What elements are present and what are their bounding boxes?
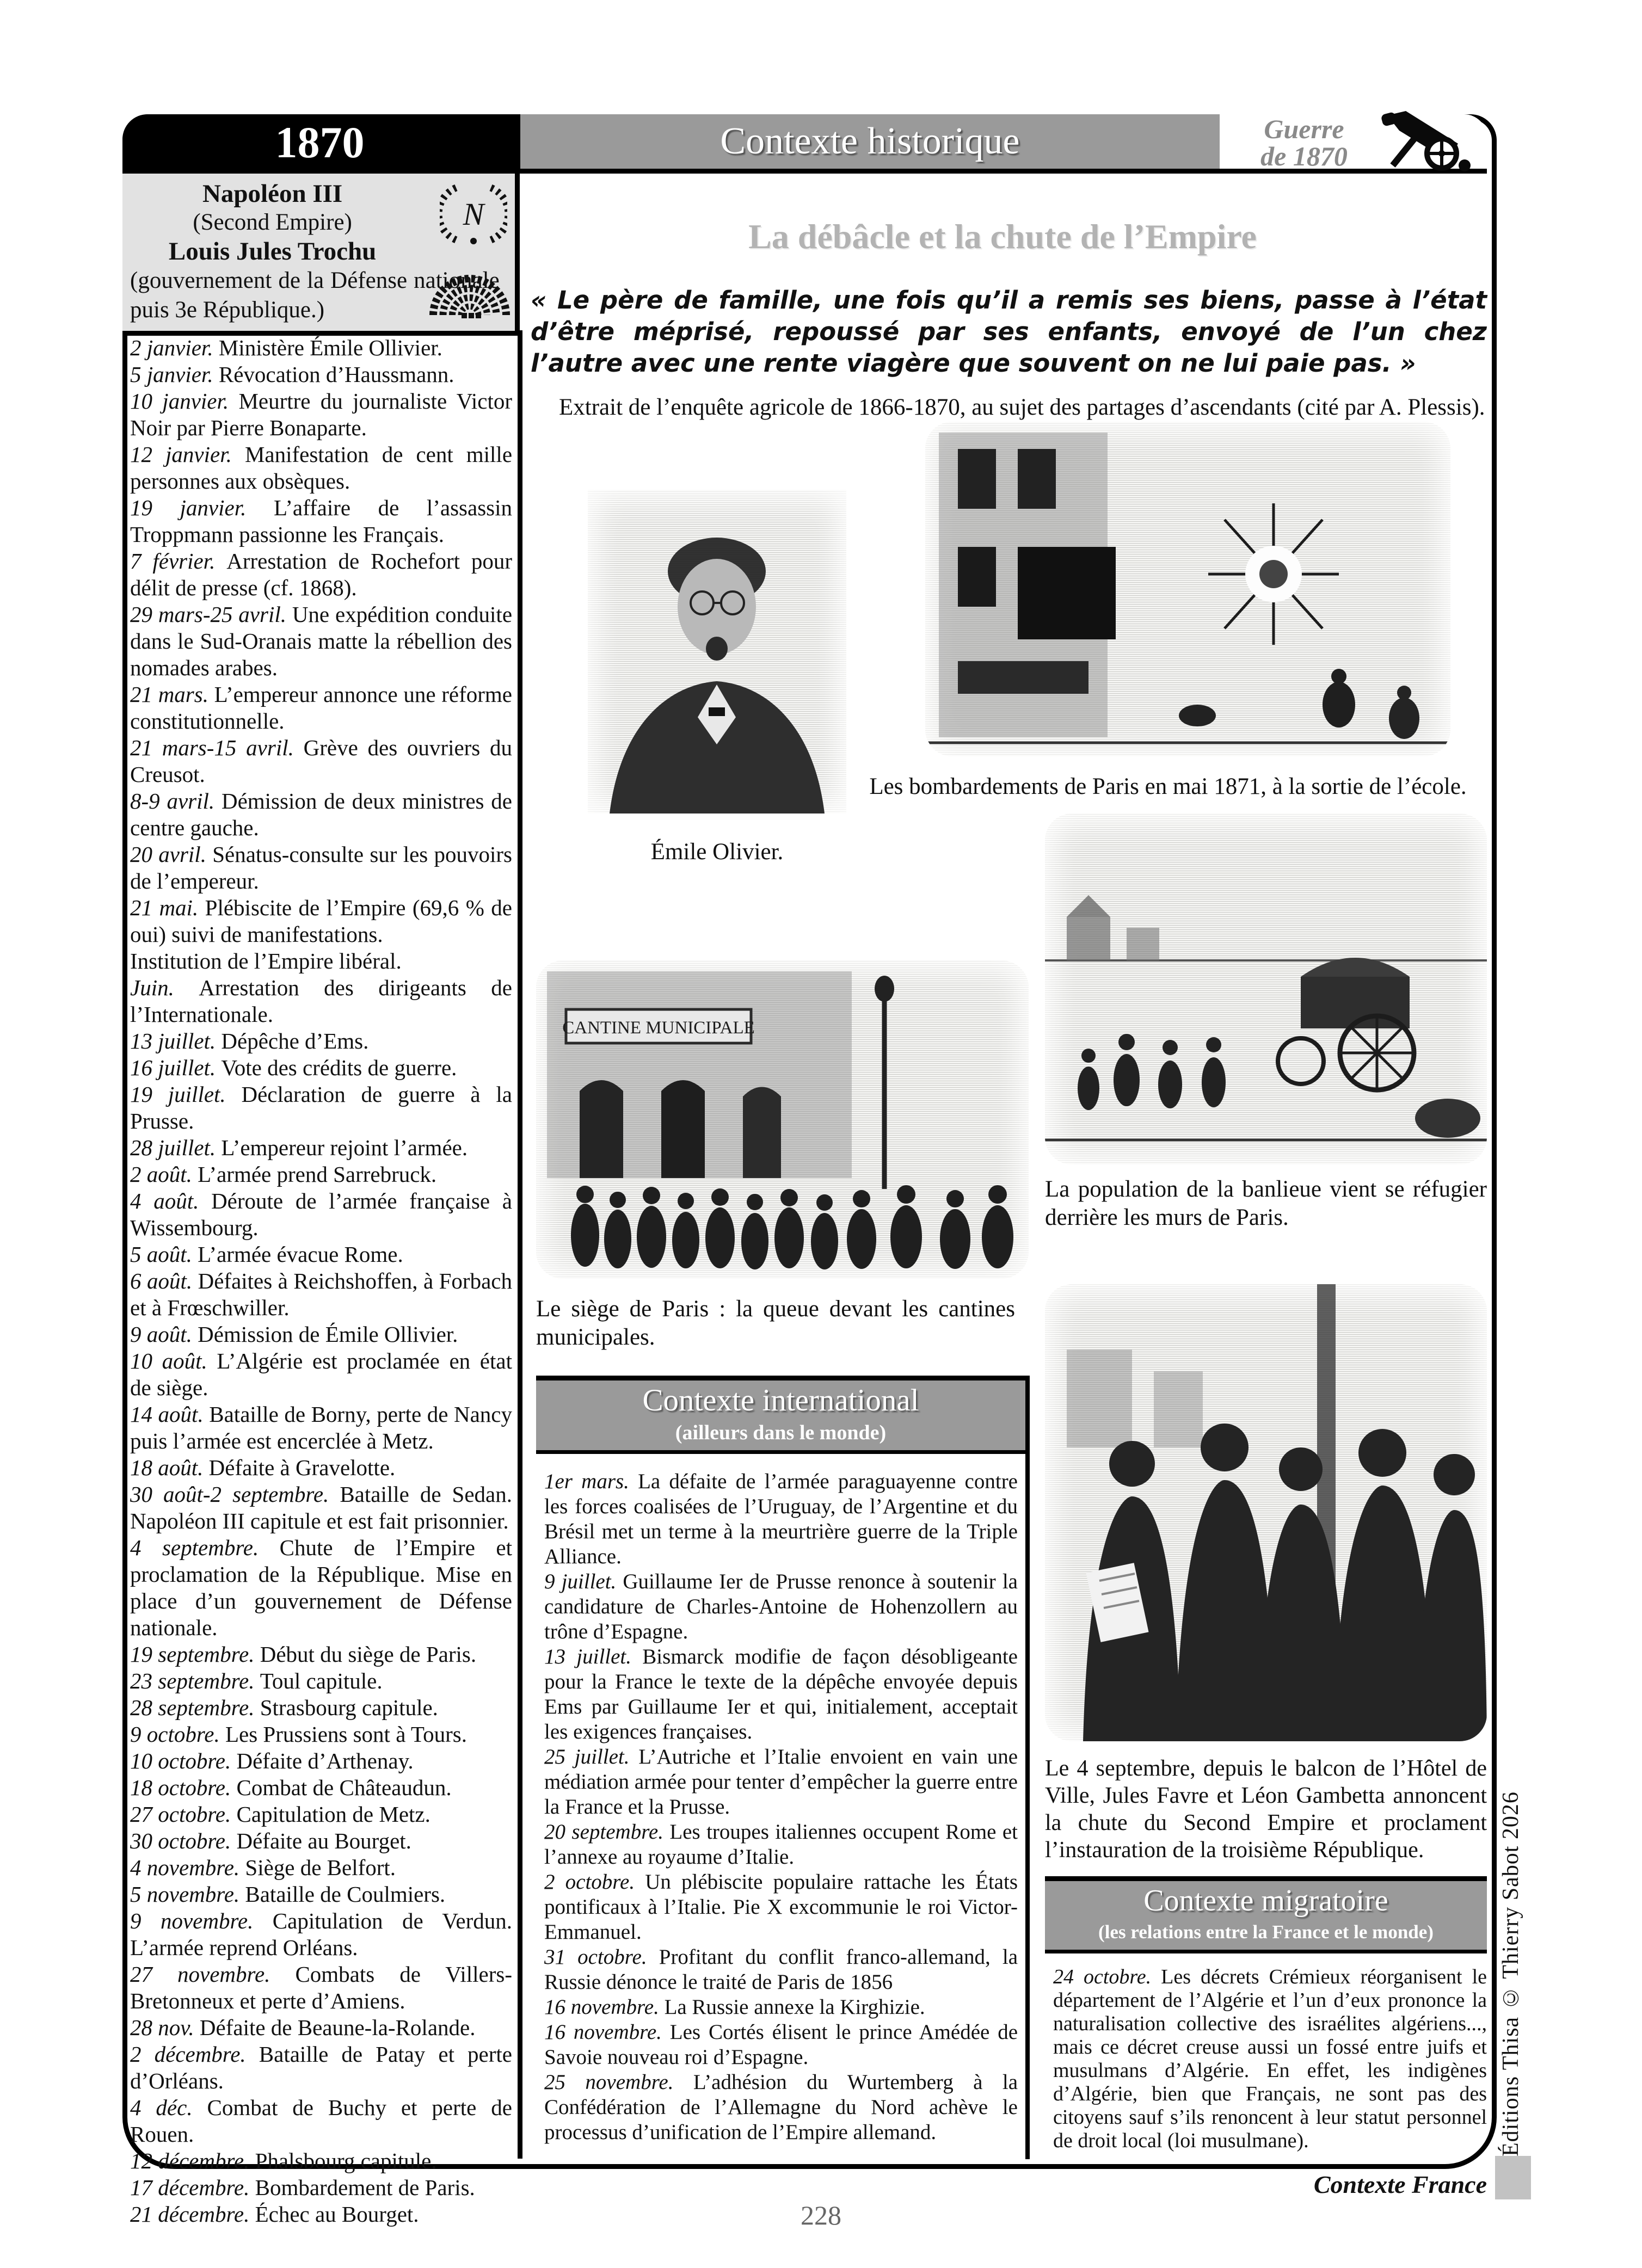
international-entry (544, 1644, 1018, 1745)
entry-text: Bombardement de Paris. (255, 2175, 475, 2200)
chronology-entry (130, 1748, 512, 1774)
entry-text: La défaite de l’armée paraguayenne contre les forces coalisées de l’Uruguay, de l’Argentine et du Brésil met un terme à la meurtrière guerre de la Triple Alliance. (544, 1470, 1018, 1568)
caption-emile: Émile Olivier. (650, 839, 784, 865)
entry-date: 30 août-2 septembre. (130, 1482, 329, 1507)
editions-credit: Éditions Thisa © Thierry Sabot 2026 (1498, 1791, 1523, 2156)
cannon-icon (1377, 111, 1478, 172)
year-label: 1870 (275, 118, 365, 167)
entry-text: Bataille de Coulmiers. (245, 1882, 446, 1907)
entry-date: 12 décembre. (130, 2148, 250, 2173)
entry-date: 9 novembre. (130, 1908, 254, 1933)
entry-text: Grève des ouvriers du Creusot. (130, 735, 513, 787)
portrait-illustration (588, 490, 846, 813)
entry-text: Manifestation de cent mille personnes aux obsèques. (130, 442, 513, 494)
entry-date: 28 nov. (130, 2015, 194, 2040)
entry-date: 4 août. (130, 1188, 199, 1213)
entry-text: Meurtre du journaliste Victor Noir par Pierre Bonaparte. (130, 389, 512, 440)
year-tab (122, 114, 517, 174)
chronology-entry (130, 1241, 512, 1268)
chronology-entry (130, 388, 512, 441)
entry-date: 7 février. (130, 548, 216, 574)
quote-text: « Le père de famille, une fois qu’il a remis ses biens, passe à l’état d’être méprisé, repoussé par ses enfants, envoyé de l’un chez l’autre avec une rente viagère que souvent on ne lui paie pas. » (531, 286, 1487, 378)
entry-date: 12 janvier. (130, 442, 232, 467)
chronology-entry (130, 1321, 512, 1348)
entry-date: Juin. (130, 975, 174, 1000)
chronology-entry (130, 2041, 512, 2094)
entry-text: Chute de l’Empire et proclamation de la République. Mise en place d’un gouvernement de Défense nationale. (130, 1535, 513, 1640)
entry-date: 6 août. (130, 1268, 193, 1293)
chronology-entry (130, 1455, 512, 1481)
entry-text: Démission de Émile Ollivier. (198, 1322, 458, 1347)
entry-text: L’empereur annonce une réforme constitutionnelle. (130, 682, 513, 734)
chronology-entry (130, 1055, 512, 1081)
migratoire-list (1053, 1965, 1487, 2153)
entry-date: 14 août. (130, 1402, 204, 1427)
entry-text: Dépêche d’Ems. (221, 1028, 369, 1053)
chronology-entry (130, 1348, 512, 1401)
international-header (536, 1376, 1025, 1454)
chronology-entry (130, 1694, 512, 1721)
entry-date: 10 janvier. (130, 389, 229, 414)
image-banlieue (1045, 813, 1487, 1164)
entry-text: Début du siège de Paris. (260, 1642, 477, 1667)
entry-text: L’armée évacue Rome. (198, 1242, 403, 1267)
portrait-emile-olivier (588, 490, 846, 813)
chronology-entry (130, 1028, 512, 1055)
chronology-entry (130, 495, 512, 548)
entry-date: 19 septembre. (130, 1642, 255, 1667)
entry-text: Une expédition conduite dans le Sud-Oranais matte la rébellion des nomades arabes. (130, 602, 513, 680)
international-entry (544, 1870, 1018, 1945)
entry-text: Arrestation des dirigeants de l’Internationale. (130, 975, 512, 1027)
chronology-entry (130, 948, 512, 975)
chronology-entry (130, 1401, 512, 1455)
entry-date: 25 novembre. (544, 2070, 674, 2094)
entry-date: 31 octobre. (544, 1945, 647, 1969)
entry-text: Sénatus-consulte sur les pouvoirs de l’empereur. (130, 842, 512, 893)
entry-text: Vote des crédits de guerre. (221, 1055, 457, 1080)
international-entry (544, 1945, 1018, 1995)
entry-date: 2 octobre. (544, 1870, 635, 1894)
entry-text: L’armée prend Sarrebruck. (198, 1162, 437, 1187)
entry-text: Siège de Belfort. (245, 1855, 396, 1880)
ruler-sub-1: (Second Empire) (193, 209, 352, 235)
entry-text: La Russie annexe la Kirghizie. (664, 1995, 925, 2019)
international-entry (544, 1995, 1018, 2020)
entry-text: Arrestation de Rochefort pour délit de presse (cf. 1868). (130, 548, 513, 600)
war-badge-label: Guerre de 1870 (1260, 114, 1348, 171)
chronology-entry (130, 1828, 512, 1854)
chronology-entry (130, 975, 512, 1028)
entry-date: 16 novembre. (544, 2020, 662, 2044)
hemicycle-icon (429, 256, 511, 319)
entry-date: 25 juillet. (544, 1745, 630, 1768)
chronology-entry (130, 1534, 512, 1641)
chronology-entry (130, 735, 512, 788)
war-badge (1220, 114, 1487, 174)
entry-date: 9 août. (130, 1322, 192, 1347)
caption-bombardements: Les bombardements de Paris en mai 1871, à la sortie de l’école. (869, 774, 1467, 799)
international-entry (544, 1469, 1018, 1569)
entry-date: 2 août. (130, 1162, 192, 1187)
entry-date: 13 juillet. (130, 1028, 216, 1053)
international-entry (544, 2020, 1018, 2070)
entry-date: 4 novembre. (130, 1855, 240, 1880)
chronology-entry (130, 681, 512, 735)
entry-text: Bataille de Sedan. Napoléon III capitule et est fait prisonnier. (130, 1482, 513, 1533)
entry-text: Déroute de l’armée française à Wissembourg. (130, 1188, 512, 1240)
chronology-entry (130, 548, 512, 601)
entry-text: Guillaume Ier de Prusse renonce à soutenir la candidature de Charles-Antoine de Hohenzollern au trône d’Espagne. (544, 1570, 1018, 1643)
entry-text: Démission de deux ministres de centre gauche. (130, 788, 513, 840)
chronology-entry (130, 1774, 512, 1801)
page-header (517, 114, 1223, 174)
entry-text: Phalsbourg capitule. (255, 2148, 437, 2173)
chronology-entry (130, 788, 512, 841)
entry-text: Strasbourg capitule. (260, 1695, 438, 1720)
entry-date: 17 décembre. (130, 2175, 250, 2200)
chronology-entry (130, 1481, 512, 1534)
migratoire-title: Contexte migratoire (1143, 1884, 1388, 1918)
entry-date: 21 mars-15 avril. (130, 735, 294, 760)
entry-text: Les Prussiens sont à Tours. (225, 1722, 467, 1747)
entry-text: Profitant du conflit franco-allemand, la Russie dénonce le traité de Paris de 1856 (544, 1945, 1018, 1994)
cantine-sign-text: CANTINE MUNICIPALE (562, 1018, 755, 1038)
chronology-entry (130, 1268, 512, 1321)
entry-date: 30 octobre. (130, 1828, 231, 1853)
entry-date: 13 juillet. (544, 1645, 632, 1668)
entry-date: 20 septembre. (544, 1820, 663, 1844)
international-entry (544, 1820, 1018, 1870)
banlieue-illustration (1045, 813, 1487, 1164)
entry-date: 28 septembre. (130, 1695, 255, 1720)
entry-date: 5 janvier. (130, 362, 213, 387)
entry-date: 20 avril. (130, 842, 206, 867)
footer-gray-square (1495, 2156, 1531, 2199)
entry-date: 28 juillet. (130, 1135, 216, 1160)
entry-text: Les Cortés élisent le prince Amédée de Savoie nouveau roi d’Espagne. (544, 2020, 1018, 2069)
entry-text: Capitulation de Verdun. L’armée reprend Orléans. (130, 1908, 513, 1960)
entry-text: Bismarck modifie de façon désobligeante pour la France le texte de la dépêche envoyée depuis Ems par Guillaume Ier et qui, initialement, acceptait les exigences françaises. (544, 1645, 1018, 1743)
entry-date: 21 mai. (130, 895, 199, 920)
cantines-illustration (536, 960, 1029, 1279)
section-title: La débâcle et la chute de l’Empire (748, 217, 1257, 256)
entry-date: 5 novembre. (130, 1882, 240, 1907)
chronology-entry (130, 1881, 512, 1908)
chronology-entry (130, 1641, 512, 1668)
entry-text: Défaite de Beaune-la-Rolande. (199, 2015, 476, 2040)
entry-text: Défaite à Gravelotte. (208, 1455, 396, 1480)
entry-date: 4 septembre. (130, 1535, 259, 1560)
footer-context-label: Contexte France (1313, 2171, 1487, 2198)
entry-text: Les décrets Crémieux réorganisent le département de l’Algérie et l’un d’eux prononce la naturalisation collective des israélites algériens..., mais ce décret creuse aussi un fossé entre juifs et musulmans d’Algérie. En effet, les indigènes d’Algérie, bien que Français, ne sont pas des citoyens sauf s’ils renoncent à leur statut personnel de droit local (loi musulmane). (1053, 1965, 1487, 2152)
chronology-entry (130, 2094, 512, 2148)
international-list (544, 1469, 1018, 2145)
chronology-entry (130, 1721, 512, 1748)
image-bombardements (925, 422, 1450, 756)
entry-text: Bataille de Patay et perte d’Orléans. (130, 2042, 513, 2093)
chronology-entry (130, 1188, 512, 1241)
chronology-list (122, 330, 522, 2227)
entry-text: Combat de Châteaudun. (236, 1775, 452, 1800)
entry-date: 2 décembre. (130, 2042, 246, 2067)
chronology-entry (130, 1961, 512, 2014)
entry-date: 19 janvier. (130, 495, 247, 520)
chronology-entry (130, 441, 512, 495)
bombardement-illustration (925, 422, 1450, 756)
chronology-entry (130, 1081, 512, 1135)
chronology-entry (130, 1135, 512, 1161)
entry-text: L’adhésion du Wurtemberg à la Confédération de l’Allemagne du Nord achève le processus d’unification de l’Empire allemand. (544, 2070, 1018, 2144)
svg-text:N: N (463, 196, 484, 232)
entry-date: 27 novembre. (130, 1962, 270, 1987)
entry-text: L’affaire de l’assassin Troppmann passionne les Français. (130, 495, 513, 547)
chronology-entry (130, 895, 512, 948)
international-entry (544, 1745, 1018, 1820)
chronology-entry (130, 1854, 512, 1881)
ruler-name-2: Louis Jules Trochu (168, 237, 377, 266)
entry-date: 2 janvier. (130, 335, 213, 360)
caption-balcon: Le 4 septembre, depuis le balcon de l’Hôtel de Ville, Jules Favre et Léon Gambetta annoncent la chute du Second Empire et proclament l’instauration de la troisième République. (1045, 1756, 1487, 1863)
entry-text: Combat de Buchy et perte de Rouen. (130, 2095, 513, 2147)
entry-date: 29 mars-25 avril. (130, 602, 286, 627)
column-divider (1025, 1376, 1030, 2159)
entry-date: 8-9 avril. (130, 788, 215, 813)
international-entry (544, 1569, 1018, 1644)
page-title: Contexte historique (720, 120, 1020, 162)
entry-date: 18 août. (130, 1455, 204, 1480)
entry-date: 19 juillet. (130, 1082, 226, 1107)
entry-date: 16 juillet. (130, 1055, 216, 1080)
entry-date: 9 octobre. (130, 1722, 220, 1747)
entry-date: 10 août. (130, 1348, 207, 1373)
image-balcon (1045, 1284, 1487, 1741)
entry-date: 18 octobre. (130, 1775, 231, 1800)
international-entry (544, 2070, 1018, 2145)
page-number: 228 (801, 2200, 841, 2230)
entry-text: Un plébiscite populaire rattache les États pontificaux à l’Italie. Pie X excommunie le roi Victor-Emmanuel. (544, 1870, 1018, 1944)
migratoire-header (1045, 1876, 1487, 1953)
entry-date: 5 août. (130, 1242, 192, 1267)
chronology-entry (130, 2174, 512, 2201)
entry-date: 10 octobre. (130, 1748, 231, 1773)
entry-text: Révocation d’Haussmann. (218, 362, 454, 387)
caption-cantines: Le siège de Paris : la queue devant les cantines municipales. (536, 1296, 1015, 1350)
entry-text: Plébiscite de l’Empire (69,6 % de oui) suivi de manifestations. (130, 895, 513, 947)
entry-text: Toul capitule. (260, 1668, 383, 1693)
chronology-entry (130, 2148, 512, 2174)
entry-text: L’empereur rejoint l’armée. (221, 1135, 468, 1160)
migratoire-subtitle: (les relations entre la France et le monde) (1098, 1921, 1434, 1943)
international-title: Contexte international (642, 1383, 919, 1418)
entry-date: 4 déc. (130, 2095, 193, 2120)
quote-attribution: Extrait de l’enquête agricole de 1866-1870, au sujet des partages d’ascendants (cité par A. Plessis). (559, 395, 1485, 420)
entry-text: Capitulation de Metz. (236, 1802, 431, 1827)
ruler-name-1: Napoléon III (202, 180, 343, 208)
entry-text: L’Autriche et l’Italie envoient en vain une médiation armée pour tenter d’empêcher la guerre entre la France et la Prusse. (544, 1745, 1018, 1819)
entry-date: 23 septembre. (130, 1668, 255, 1693)
entry-text: Bataille de Borny, perte de Nancy puis l’armée est encerclée à Metz. (130, 1402, 512, 1453)
chronology-entry (130, 601, 512, 681)
entry-date: 9 juillet. (544, 1570, 617, 1593)
entry-text: Combats de Villers-Bretonneux et perte d’Amiens. (130, 1962, 512, 2013)
entry-text: Ministère Émile Ollivier. (218, 335, 442, 360)
caption-banlieue: La population de la banlieue vient se réfugier derrière les murs de Paris. (1045, 1176, 1487, 1230)
chronology-entry (130, 1801, 512, 1828)
international-subtitle: (ailleurs dans le monde) (675, 1421, 887, 1444)
chronology-entry (130, 1908, 512, 1961)
image-cantines (536, 960, 1029, 1279)
entry-text: Les troupes italiennes occupent Rome et l’annexe au royaume d’Italie. (544, 1820, 1018, 1869)
entry-text: Défaite d’Arthenay. (236, 1748, 414, 1773)
entry-date: 1er mars. (544, 1470, 629, 1493)
rulers-box (122, 174, 520, 336)
entry-text: Institution de l’Empire libéral. (130, 948, 402, 973)
entry-date: 27 octobre. (130, 1802, 231, 1827)
chronology-entry (130, 1161, 512, 1188)
entry-text: Déclaration de guerre à la Prusse. (130, 1082, 512, 1133)
balcon-illustration (1045, 1284, 1487, 1741)
chronology-entry (130, 335, 512, 361)
ruler-government: (gouvernement de la Défense nationale puis 3e République.) (130, 268, 500, 323)
laurel-wreath-n-icon (440, 180, 507, 248)
entry-date: 21 décembre. (130, 2202, 250, 2227)
migratoire-entry (1053, 1965, 1487, 2153)
chronology-entry (130, 841, 512, 895)
entry-date: 24 octobre. (1053, 1965, 1152, 1988)
entry-text: L’Algérie est proclamée en état de siège. (130, 1348, 512, 1400)
chronology-entry (130, 2014, 512, 2041)
entry-text: Échec au Bourget. (255, 2202, 419, 2227)
entry-date: 21 mars. (130, 682, 208, 707)
entry-text: Défaite au Bourget. (236, 1828, 411, 1853)
entry-text: Défaites à Reichshoffen, à Forbach et à Frœschwiller. (130, 1268, 512, 1320)
chronology-entry (130, 1668, 512, 1694)
chronology-entry (130, 361, 512, 388)
entry-date: 16 novembre. (544, 1995, 659, 2019)
